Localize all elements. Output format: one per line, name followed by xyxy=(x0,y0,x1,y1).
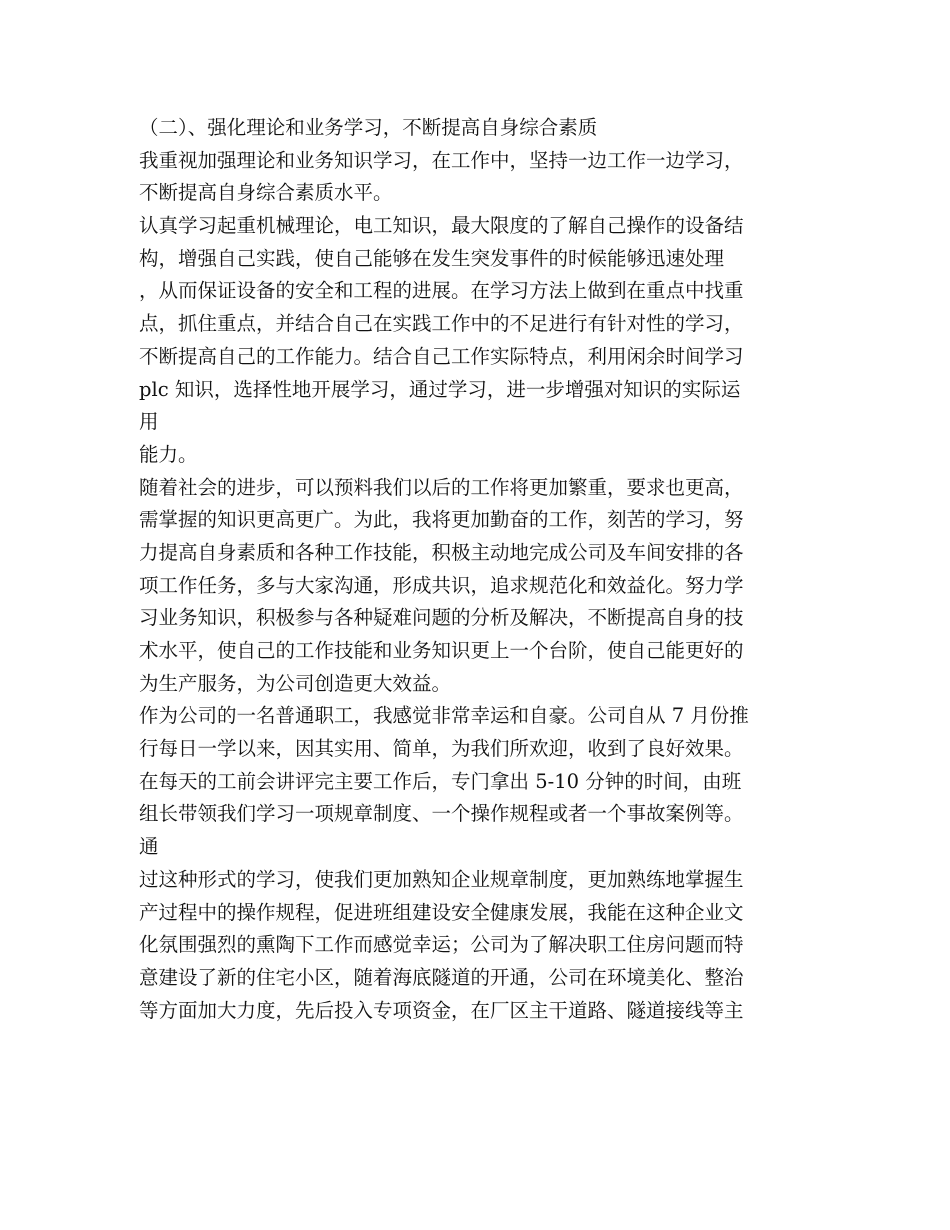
text-line: 在每天的工前会讲评完主要工作后，专门拿出 5-10 分钟的时间，由班 xyxy=(139,769,742,793)
text-line: 不断提高自己的工作能力。结合自己工作实际特点，利用闲余时间学习 xyxy=(139,344,744,368)
text-line: 习业务知识，积极参与各种疑难问题的分析及解决，不断提高自身的技 xyxy=(139,606,744,630)
text-line: 组长带领我们学习一项规章制度、一个操作规程或者一个事故案例等。 xyxy=(139,802,744,826)
section-heading: （二）、强化理论和业务学习，不断提高自身综合素质 xyxy=(139,116,598,139)
text-line: 产过程中的操作规程，促进班组建设安全健康发展，我能在这种企业文 xyxy=(139,900,744,924)
text-line: 行每日一学以来，因其实用、简单，为我们所欢迎，收到了良好效果。 xyxy=(139,737,744,761)
text-line: 过这种形式的学习，使我们更加熟知企业规章制度，更加熟练地掌握生 xyxy=(139,867,744,891)
text-line: 项工作任务，多与大家沟通，形成共识，追求规范化和效益化。努力学 xyxy=(139,573,744,597)
text-line: 意建设了新的住宅小区，随着海底隧道的开通，公司在环境美化、整治 xyxy=(139,965,744,989)
text-line: 需掌握的知识更高更广。为此，我将更加勤奋的工作，刻苦的学习，努 xyxy=(139,508,744,532)
document-body xyxy=(139,112,819,1027)
text-line: 力提高自身素质和各种工作技能，积极主动地完成公司及车间安排的各 xyxy=(139,540,744,564)
text-line: 作为公司的一名普通职工，我感觉非常幸运和自豪。公司自从 7 月份推 xyxy=(139,704,749,728)
text-line: plc 知识，选择性地开展学习，通过学习，进一步增强对知识的实际运 xyxy=(139,377,741,401)
text-line: 术水平，使自己的工作技能和业务知识更上一个台阶，使自己能更好的 xyxy=(139,639,744,662)
text-line: 认真学习起重机械理论，电工知识，最大限度的了解自己操作的设备结 xyxy=(139,214,744,238)
text-line: 构，增强自己实践，使自己能够在发生突发事件的时候能够迅速处理 xyxy=(139,246,725,270)
text-line: 不断提高自身综合素质水平。 xyxy=(139,181,393,205)
text-line: 点，抓住重点，并结合自己在实践工作中的不足进行有针对性的学习， xyxy=(139,312,744,336)
text-line: 等方面加大力度，先后投入专项资金，在厂区主干道路、隧道接线等主 xyxy=(139,998,744,1022)
text-line: 能力。 xyxy=(139,442,198,466)
text-line: 为生产服务，为公司创造更大效益。 xyxy=(139,671,452,695)
text-line: 用 xyxy=(139,410,159,434)
text-line: 随着社会的进步，可以预料我们以后的工作将更加繁重，要求也更高， xyxy=(139,475,744,499)
text-line: 通 xyxy=(139,835,159,859)
text-line: 化氛围强烈的熏陶下工作而感觉幸运；公司为了解决职工住房问题而特 xyxy=(139,933,744,957)
text-line: 我重视加强理论和业务知识学习，在工作中，坚持一边工作一边学习， xyxy=(139,148,744,172)
text-line: ，从而保证设备的安全和工程的进展。在学习方法上做到在重点中找重 xyxy=(139,279,744,303)
